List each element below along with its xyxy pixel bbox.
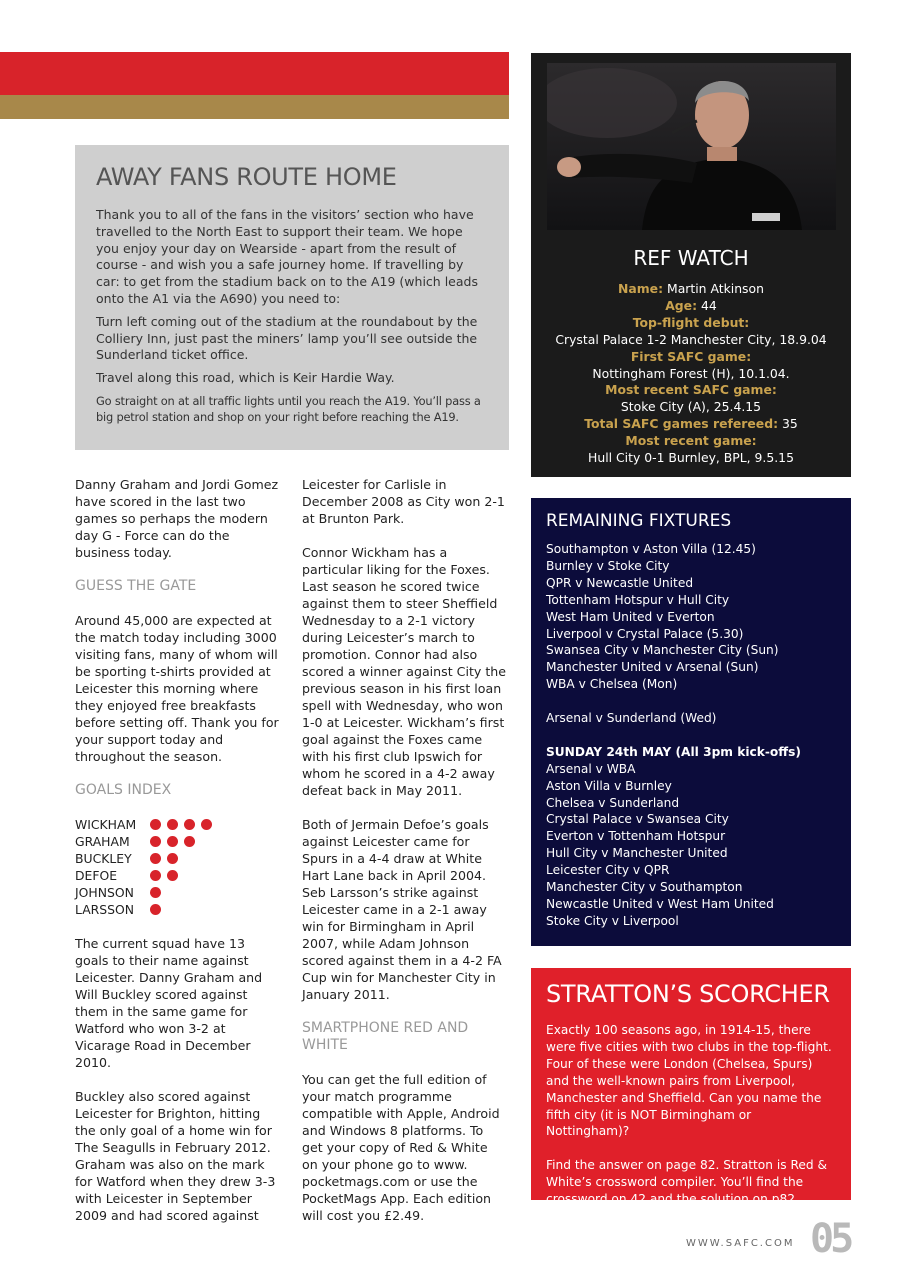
fixture-item: WBA v Chelsea (Mon) <box>546 677 678 692</box>
goal-dot <box>201 819 212 830</box>
wickham-paragraph: Connor Wickham has a particular liking for the Foxes. Last season he scored twice against them to steer Sheffield Wednesday to a 2-1 victory during Leicester’s march to promotion. Connor had also scored a winner against City the previous season in his first loan spell with Wednesday, who won 1-0 at Leicester. Wickham’s first goal against the Foxes came with his first club Ipswich for whom he scored in a 4-2 away defeat back in May 2011. <box>302 545 507 798</box>
header-gold-band <box>0 95 509 119</box>
away-fans-paragraph: Thank you to all of the fans in the visitors’ section who have travelled to the North East to support their team. We hope you enjoy your day on Wearside - apart from the result of course - and wish you a safe journey home. If travelling by car: to get from the stadium back on to the A19 (which leads onto the A1 via the A690) you need to: <box>96 207 478 306</box>
goals-index-row <box>75 901 280 918</box>
ref-age-label: Age: <box>665 297 698 313</box>
fixture-item: West Ham United v Everton <box>546 609 715 624</box>
remaining-fixtures-panel <box>531 498 851 946</box>
fixture-item: QPR v Newcastle United <box>546 575 694 590</box>
fixture-item: Everton v Tottenham Hotspur <box>546 829 726 844</box>
ref-first: Nottingham Forest (H), 10.1.04. <box>592 365 790 381</box>
ref-name-label: Name: <box>618 281 664 296</box>
ref-debut-label: Top-flight debut: <box>632 314 750 330</box>
goal-dot <box>150 836 161 847</box>
header-red-band <box>0 52 509 95</box>
away-fans-paragraph: Turn left coming out of the stadium at the roundabout by the Colliery Inn, just past the miners’ lamp you’ll see outside the Sunderland ticket office. <box>96 313 478 363</box>
fixture-item: Leicester City v QPR <box>546 863 670 878</box>
scorcher-question: Exactly 100 seasons ago, in 1914-15, there were five cities with two clubs in the top-flight. Four of these were London (Chelsea, Spurs) and the well-known pairs from Liverpool, Manchester and Sheffield. Can you name the fifth city (it is NOT Birmingham or Nottingham)? <box>546 1023 832 1139</box>
goal-dot <box>150 870 161 881</box>
goals-index-row <box>75 850 280 867</box>
ref-watch-title: REF WATCH <box>633 246 749 270</box>
ref-age: 44 <box>701 297 717 313</box>
away-fans-box <box>75 145 509 450</box>
ref-recent-safc: Stoke City (A), 25.4.15 <box>620 399 762 415</box>
goals-player-name: GRAHAM <box>75 834 130 849</box>
scorcher-title: STRATTON’S SCORCHER <box>546 980 830 1008</box>
fixture-item: Manchester City v Southampton <box>546 880 743 895</box>
buckley-paragraph: Buckley also scored against Leicester for Brighton, hitting the only goal of a home win for The Seagulls in February 2012. Graham was also on the mark for Watford when they drew 3-3 with Leicester in September 2009 and had scored against <box>75 1089 276 1223</box>
away-fans-title: AWAY FANS ROUTE HOME <box>96 163 397 191</box>
squad-paragraph: The current squad have 13 goals to their name against Leicester. Danny Graham and Will Buckley scored against them in the same game for Watford who won 3-2 at Vicarage Road in December 2010. <box>75 936 263 1070</box>
smartphone-heading: SMARTPHONE RED AND WHITE <box>302 1020 469 1053</box>
fixture-item: Southampton v Aston Villa (12.45) <box>546 542 756 556</box>
goal-dot <box>167 853 178 864</box>
fixture-item: Aston Villa v Burnley <box>546 778 672 793</box>
away-fans-paragraph: Travel along this road, which is Keir Hardie Way. <box>96 370 395 386</box>
ref-recent: Hull City 0-1 Burnley, BPL, 9.5.15 <box>588 450 794 466</box>
ref-recent-safc-label: Most recent SAFC game: <box>605 382 777 398</box>
guess-the-gate-heading: GUESS THE GATE <box>75 578 197 594</box>
fixture-item: Newcastle United v West Ham United <box>546 897 774 911</box>
strattons-scorcher-panel <box>531 968 851 1207</box>
goals-index-row <box>75 867 280 884</box>
goal-dot <box>167 819 178 830</box>
goal-dot <box>150 904 161 915</box>
goal-dot <box>184 819 195 830</box>
guess-the-gate-text: Around 45,000 are expected at the match today including 3000 visiting fans, many of whom will be sporting t-shirts provided at Leicester this morning where they enjoyed free breakfasts before setting off. Thank you for your support today and throughout the season. <box>75 613 279 764</box>
referee-photo <box>547 63 836 230</box>
fixture-item: Manchester United v Arsenal (Sun) <box>546 660 759 675</box>
goals-player-name: LARSSON <box>75 902 135 917</box>
fixture-item: Arsenal v WBA <box>546 761 636 776</box>
smartphone-text: You can get the full edition of your match programme compatible with Apple, Android and Windows 8 platforms. To get your copy of Red & White on your phone go to www. pocketmags.com or use the PocketMags App. Each edition will cost you £2.49. <box>302 1072 500 1223</box>
fixture-item: Liverpool v Crystal Palace (5.30) <box>546 626 744 641</box>
ref-debut: Crystal Palace 1-2 Manchester City, 18.9.04 <box>555 331 827 347</box>
page-number: 05 <box>810 1216 851 1262</box>
fixtures-title: REMAINING FIXTURES <box>546 511 732 531</box>
goals-player-name: WICKHAM <box>75 817 137 832</box>
footer-url: WWW.SAFC.COM <box>686 1238 795 1249</box>
ref-recent-label: Most recent game: <box>625 433 757 449</box>
fixture-item: Hull City v Manchester United <box>546 846 728 861</box>
fixture-item: Burnley v Stoke City <box>546 558 670 573</box>
goals-index-list <box>75 816 280 918</box>
sunday-fixtures-heading: SUNDAY 24th MAY (All 3pm kick-offs) <box>546 744 801 759</box>
fixture-item: Chelsea v Sunderland <box>546 795 680 810</box>
goals-index-row <box>75 816 280 833</box>
fixture-item: Swansea City v Manchester City (Sun) <box>546 643 779 658</box>
ref-name: Martin Atkinson <box>667 281 764 296</box>
defoe-paragraph: Both of Jermain Defoe’s goals against Leicester came for Spurs in a 4-4 draw at White Hart Lane back in April 2004. Seb Larsson’s strike against Leicester came in a 2-1 away win for Birmingham in April 2007, while Adam Johnson scored against them in a 4-2 FA Cup win for Manchester City in January 2011. <box>302 817 502 1002</box>
ref-first-label: First SAFC game: <box>630 348 752 364</box>
goals-player-name: DEFOE <box>75 868 118 883</box>
article-column-1 <box>75 476 280 1224</box>
goals-index-row <box>75 884 280 901</box>
away-fans-paragraph: Go straight on at all traffic lights until you reach the A19. You’ll pass a big petrol station and shop on your right before reaching the A19. <box>96 393 481 424</box>
continued-paragraph: Leicester for Carlisle in December 2008 as City won 2-1 at Brunton Park. <box>302 477 505 526</box>
fixture-item: Stoke City v Liverpool <box>546 913 679 928</box>
scorcher-answer-note: Find the answer on page 82. Stratton is Red & White’s crossword compiler. You’ll find the crossword on 42 and the solution on p82. <box>546 1158 827 1207</box>
goals-index-heading: GOALS INDEX <box>75 782 172 798</box>
fixture-item: Crystal Palace v Swansea City <box>546 812 729 827</box>
ref-total: 35 <box>782 416 798 432</box>
goals-index-row <box>75 833 280 850</box>
ref-watch-details <box>531 281 851 467</box>
goal-dot <box>184 836 195 847</box>
goal-dot <box>150 853 161 864</box>
intro-paragraph: Danny Graham and Jordi Gomez have scored in the last two games so perhaps the modern day G - Force can do the business today. <box>75 477 279 560</box>
goal-dot <box>167 836 178 847</box>
goal-dot <box>150 887 161 898</box>
goal-dot <box>167 870 178 881</box>
goals-player-name: BUCKLEY <box>75 851 132 866</box>
fixture-midweek: Arsenal v Sunderland (Wed) <box>546 711 717 726</box>
fixture-item: Tottenham Hotspur v Hull City <box>546 592 730 607</box>
goals-player-name: JOHNSON <box>75 885 134 900</box>
goal-dot <box>150 819 161 830</box>
ref-total-label: Total SAFC games refereed: <box>584 416 779 432</box>
fixtures-group-1 <box>546 541 836 693</box>
fixtures-group-2 <box>546 761 836 930</box>
article-column-2 <box>302 476 507 1224</box>
